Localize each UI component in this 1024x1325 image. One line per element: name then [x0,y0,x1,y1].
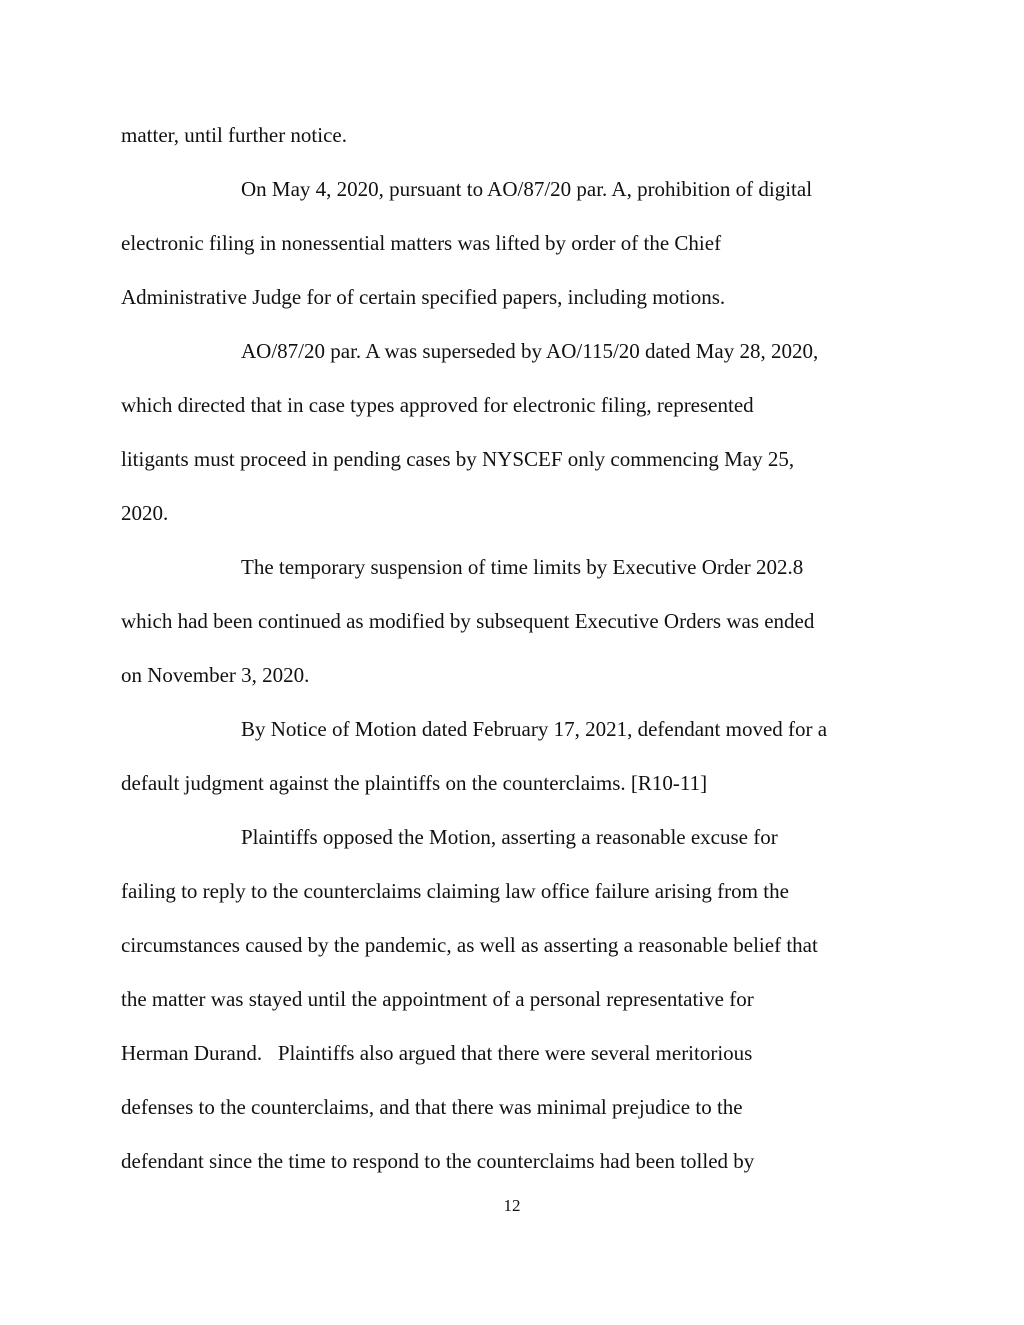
text-line: Herman Durand. Plaintiffs also argued that there were several meritorious [121,1041,753,1065]
paragraph-first-line: The temporary suspension of time limits by Executive Order 202.8 [241,555,804,579]
text-line: 2020. [121,501,169,525]
paragraph-first-line: On May 4, 2020, pursuant to AO/87/20 par. A, prohibition of digital [241,177,813,201]
text-line: defendant since the time to respond to the counterclaims had been tolled by [121,1149,755,1173]
paragraph-first-line: By Notice of Motion dated February 17, 2021, defendant moved for a [241,717,828,741]
text-line: Administrative Judge for of certain specified papers, including motions. [121,285,726,309]
text-line: litigants must proceed in pending cases by NYSCEF only commencing May 25, [121,447,795,471]
paragraph-first-line: Plaintiffs opposed the Motion, asserting a reasonable excuse for [241,825,778,849]
page-number: 12 [503,1196,521,1215]
paragraph-first-line: AO/87/20 par. A was superseded by AO/115/20 dated May 28, 2020, [241,339,819,363]
text-line: matter, until further notice. [121,123,347,147]
text-line: which directed that in case types approved for electronic filing, represented [121,393,754,417]
text-line: failing to reply to the counterclaims claiming law office failure arising from the [121,879,789,903]
text-line: defenses to the counterclaims, and that there was minimal prejudice to the [121,1095,743,1119]
text-line: circumstances caused by the pandemic, as well as asserting a reasonable belief that [121,933,818,957]
text-line: which had been continued as modified by subsequent Executive Orders was ended [121,609,815,633]
text-line: the matter was stayed until the appointment of a personal representative for [121,987,754,1011]
text-line: on November 3, 2020. [121,663,310,687]
text-line: electronic filing in nonessential matters was lifted by order of the Chief [121,231,722,255]
text-line: default judgment against the plaintiffs on the counterclaims. [R10-11] [121,771,708,795]
